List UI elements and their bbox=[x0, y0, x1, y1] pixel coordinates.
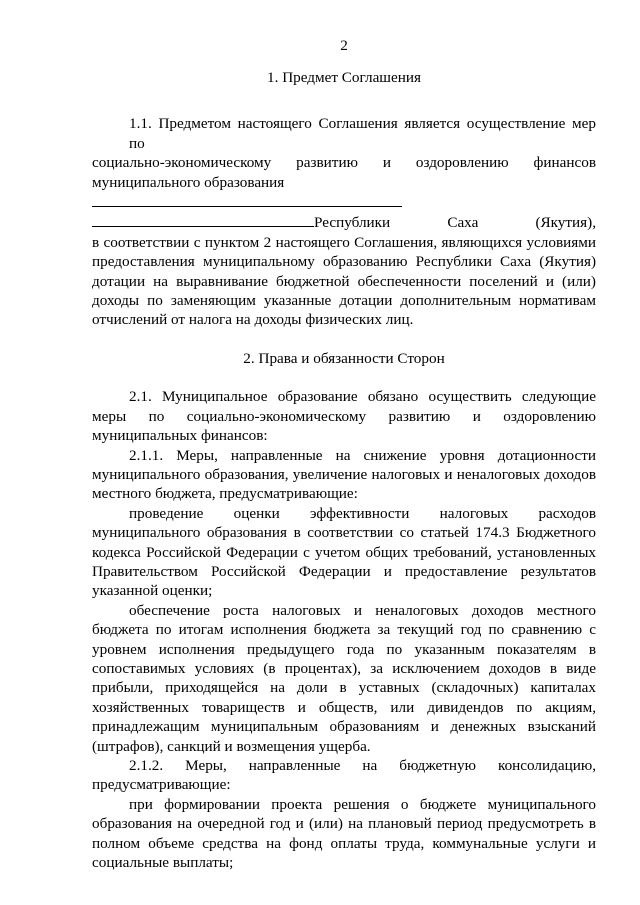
page-number: 2 bbox=[340, 37, 348, 54]
paragraph-1-1-line-1: 1.1. Предметом настоящего Соглашения является осуществление мер по bbox=[129, 115, 596, 152]
paragraph-2-1-2: 2.1.2. Меры, направленные на бюджетную консолидацию, предусматривающие: bbox=[92, 757, 596, 794]
paragraph-2-1-1: 2.1.1. Меры, направленные на снижение уровня дотационности муниципального образования, увеличение налоговых и неналоговых доходов местного бюджета, предусматривающие: bbox=[92, 446, 596, 503]
paragraph-budget-draft: при формировании проекта решения о бюджете муниципального образования на очередной год и (или) на плановый период предусмотреть в полном объеме средства на фонд оплаты труда, коммунальные услуги и социальные выплаты; bbox=[92, 795, 596, 872]
paragraph-revenue-growth: обеспечение роста налоговых и неналоговых доходов местного бюджета по итогам исполнения бюджета за текущий год по сравнению с уровнем исполнения предыдущего года по указанным показателям в сопоставимых условиях (в процентах), за исключением доходов в виде прибыли, приходящейся на доли в уставных (складочных) капиталах хозяйственных товариществ и обществ, или дивидендов по акциям, принадлежащим муниципальным образованиям и денежных взысканий (штрафов), санкций и возмещения ущерба. bbox=[92, 601, 596, 755]
municipality-label: муниципального образования bbox=[92, 173, 285, 191]
document-page bbox=[92, 36, 596, 872]
paragraph-1-1-rest: в соответствии с пунктом 2 настоящего Соглашения, являющихся условиями предоставления муниципальному образованию Республики Саха (Якутия) дотации на выравнивание бюджетной обеспеченности поселений и (или) доходы по заменяющим указанные дотации дополнительным нормативам отчислений от налога на доходы физических лиц. bbox=[92, 233, 596, 329]
spacer bbox=[92, 368, 596, 387]
paragraph-1-1-line-4 bbox=[92, 212, 596, 232]
paragraph-2-1: 2.1. Муниципальное образование обязано осуществить следующие меры по социально-экономическому развитию и оздоровлению муниципальных финансов: bbox=[92, 388, 596, 445]
section-2-heading: 2. Права и обязанности Сторон bbox=[243, 349, 445, 367]
republic-label: Республики Саха (Якутия), bbox=[314, 214, 596, 232]
municipality-name-blank bbox=[92, 192, 402, 207]
spacer bbox=[92, 330, 596, 349]
paragraph-1-1-line-2: социально-экономическому развитию и оздоровлению финансов bbox=[92, 154, 596, 172]
section-1-heading: 1. Предмет Соглашения bbox=[267, 69, 421, 86]
municipality-name-blank-continued bbox=[92, 212, 314, 227]
spacer bbox=[92, 87, 596, 114]
paragraph-1-1-line-3 bbox=[92, 173, 596, 213]
paragraph-1-1 bbox=[92, 114, 596, 329]
paragraph-tax-evaluation: проведение оценки эффективности налоговых расходов муниципального образования в соответствии со статьей 174.3 Бюджетного кодекса Российской Федерации с учетом общих требований, установленных Правительством Российской Федерации и предоставление результатов указанной оценки; bbox=[92, 504, 596, 600]
